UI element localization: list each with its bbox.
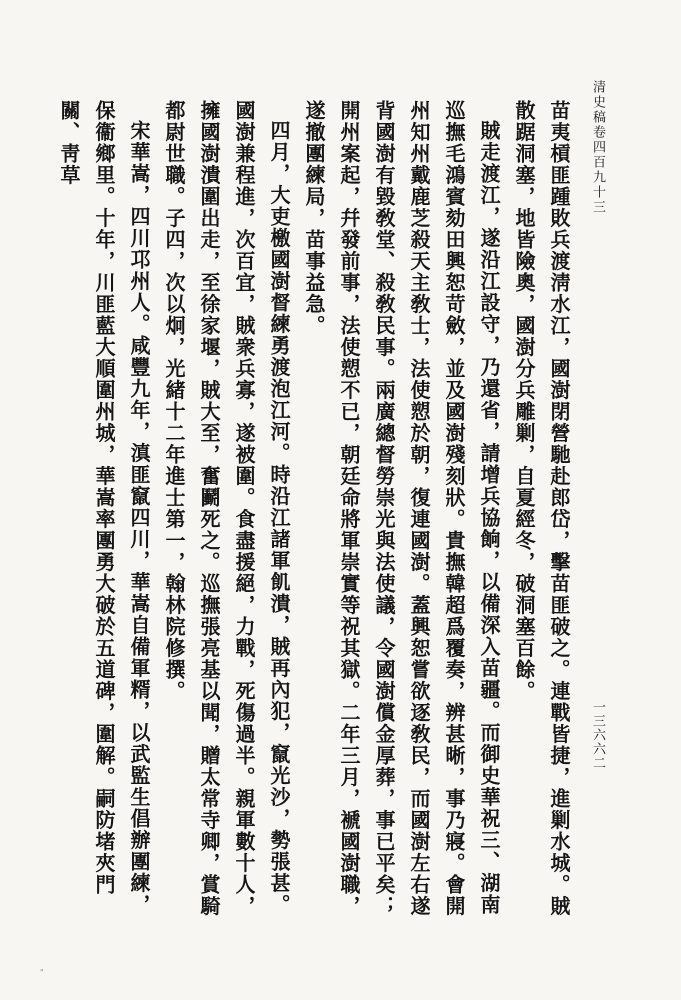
paragraph-4: 宋華嵩，四川邛州人。咸豐九年，滇匪竄四川，華嵩自備軍糈，以武監生倡辦團練，保衞鄉里。十年，川匪藍大順圍州城，華嵩率團勇大破於五道碑，圍解。嗣防堵夾門關、靑草 — [57, 100, 151, 916]
corner-mark: " — [40, 968, 44, 977]
paragraph-3: 四月，大吏檄國澍督練勇渡泡江河。時沿江諸軍飢潰，賊再內犯，竄光沙，勢張甚。國澍兼程進，次百宜，賊衆兵寡，遂被圍。食盡援絕，力戰，死傷過半。親軍數十人，擁國澍潰圍出走，至徐家堰，賊大至，奮鬬死之。巡撫張亮基以聞，贈太常寺卿，賞騎都尉世職。子四，次以炯，光緒十二年進士第一，翰林院修撰。 — [162, 100, 291, 917]
page-number: 一三六六二 — [590, 700, 605, 770]
body-text — [51, 100, 576, 920]
paragraph-2: 賊走渡江，遂沿江設守，乃還省，請增兵協餉，以備深入苗疆。而御史華祝三、湖南巡撫毛鴻賓劾田興恕苛斂，並及國澍殘刻狀。貴撫韓超爲覆奏，辨甚晰，事乃寢。會開州知州戴鹿芝殺天主敎士，法使愬於朝，復連國澍。蓋興恕嘗欲逐敎民，而國澍左右遂背國澍有毀敎堂、殺敎民事。兩廣總督勞崇光與法使議，令國澍償金厚葬，事已平矣；開州案起，幷發前事，法使愬不已，朝廷命將軍崇實等祝其獄。二年三月，褫國澍職，遂撤團練局，苗事益急。 — [302, 100, 501, 917]
page-header: 清史稿卷四百九十三 — [590, 80, 605, 215]
paragraph-1: 苗夷槓匪踵敗兵渡淸水江，國澍閉營馳赴郎岱，擊苗匪破之。連戰皆捷，進剿水城。賊散踞洞塞，地皆險奧，國澍分兵雕剿，自夏經冬，破洞塞百餘。 — [512, 100, 571, 917]
